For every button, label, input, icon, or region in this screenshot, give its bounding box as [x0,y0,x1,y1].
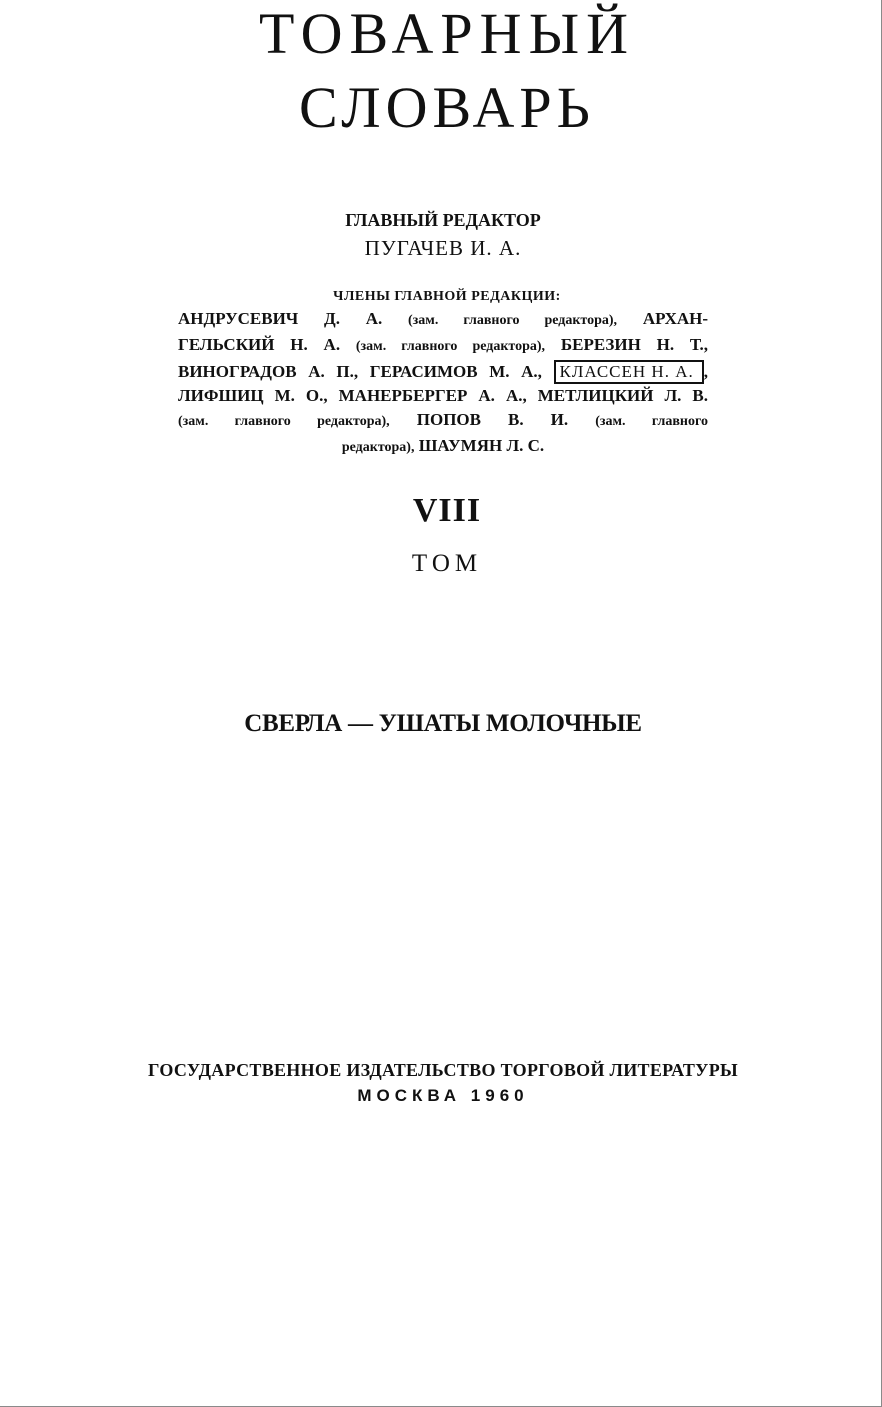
chief-editor-name: ПУГАЧЕВ И. А. [364,236,522,260]
member-name: АНДРУСЕВИЧ Д. А. [178,309,383,328]
member-name: ШАУМЯН Л. С. [418,436,545,456]
member-name: АРХАН- [642,309,709,328]
member-role: редактора), [341,440,415,456]
members-line-3 [178,360,708,384]
editorial-board-heading: ЧЛЕНЫ ГЛАВНОЙ РЕДАКЦИИ: [333,289,561,304]
punctuation: , [703,361,708,381]
members-line-4: ЛИФШИЦ М. О., МАНЕРБЕРГЕР А. А., МЕТЛИЦКИЙ Л. В. [178,385,708,405]
member-names: ВИНОГРАДОВ А. П., ГЕРАСИМОВ М. А., [178,361,542,381]
publication-city-year: МОСКВА 1960 [357,1086,529,1105]
member-role: (зам. главного редактора), [408,313,618,328]
boxed-member-name: КЛАССЕН Н. А. [554,360,704,384]
member-role: (зам. главного редактора), [355,339,546,355]
volume-range-subtitle: СВЕРЛА — УШАТЫ МОЛОЧНЫЕ [244,710,642,737]
members-line-2 [178,333,708,359]
volume-label: ТОМ [411,550,483,577]
members-line-1 [178,307,708,333]
member-name: ПОПОВ В. И. [416,410,569,430]
chief-editor-heading: ГЛАВНЫЙ РЕДАКТОР [345,210,541,230]
member-name: ГЕЛЬСКИЙ Н. А. [178,335,341,355]
volume-number: VIII [412,492,482,529]
member-name: БЕРЕЗИН Н. Т., [560,335,709,355]
member-role: (зам. главного [595,414,709,430]
member-role: (зам. главного редактора), [178,414,390,430]
members-line-6 [178,434,708,460]
members-line-5 [178,408,708,434]
publisher-name: ГОСУДАРСТВЕННОЕ ИЗДАТЕЛЬСТВО ТОРГОВОЙ ЛИТЕРАТУРЫ [148,1060,738,1080]
editorial-board-members [178,307,708,461]
book-title-line-2: СЛОВАРЬ [299,75,595,140]
book-title-line-1: ТОВАРНЫЙ [258,1,636,66]
